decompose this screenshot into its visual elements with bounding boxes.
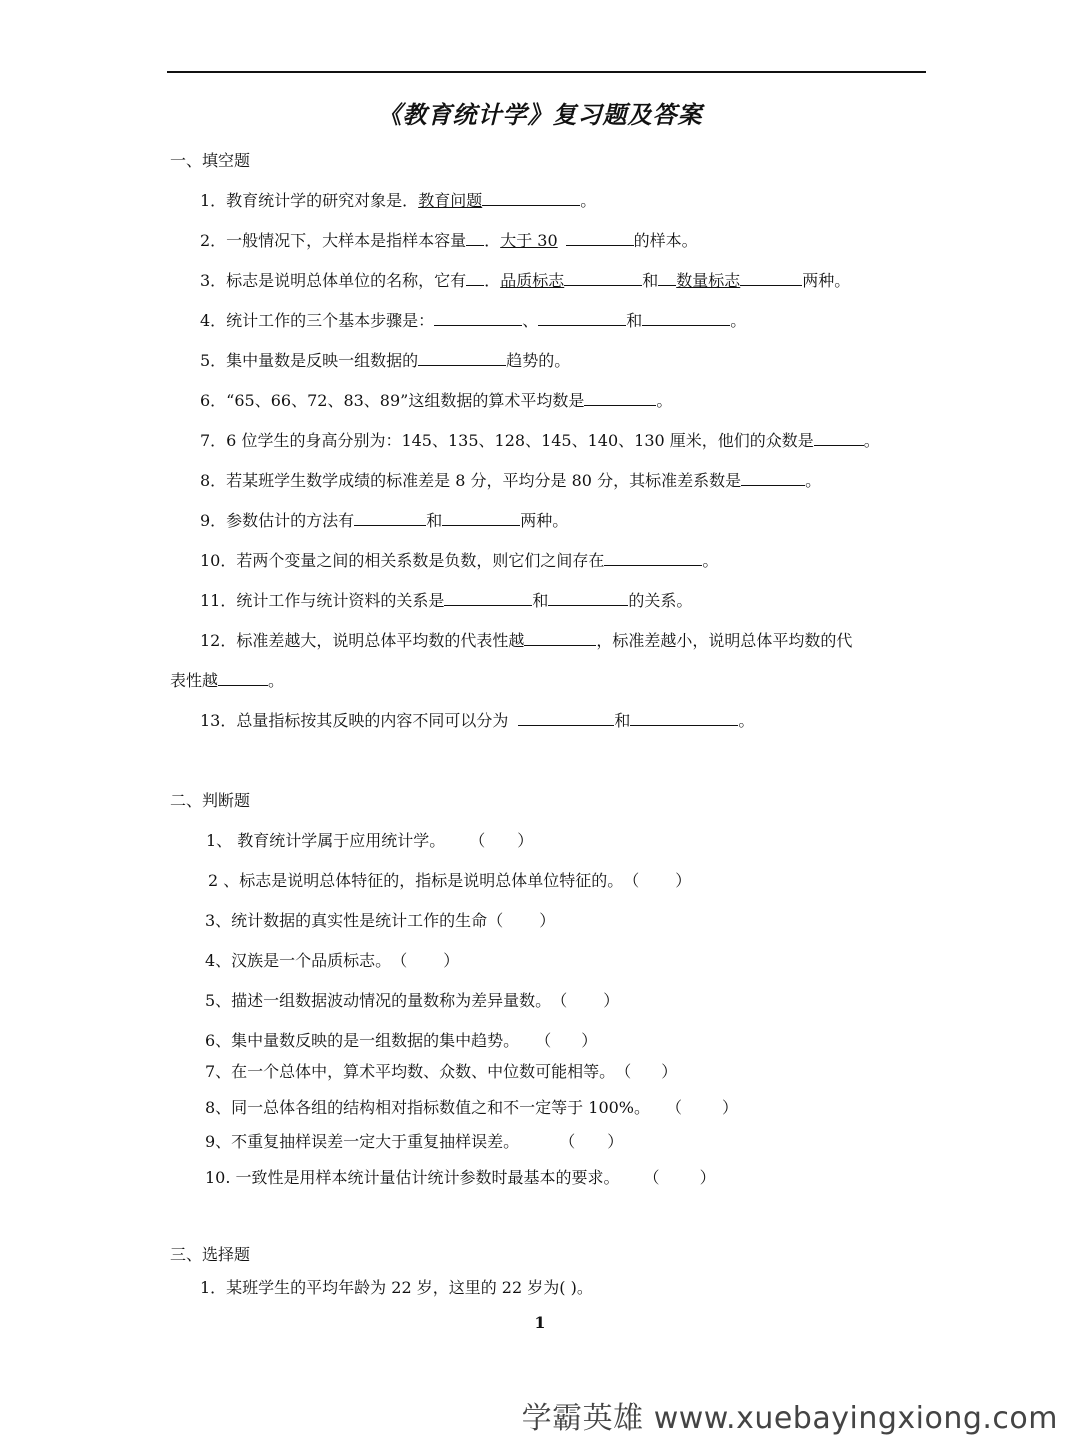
fill-question-13: 13．总量指标按其反映的内容不同可以分为 和 。 bbox=[200, 711, 755, 730]
fill-question-9: 9．参数估计的方法有 和 两种。 bbox=[200, 511, 569, 530]
answer-1: 教育问题 bbox=[418, 191, 483, 210]
fill-question-5: 5．集中量数是反映一组数据的 趋势的。 bbox=[200, 351, 571, 370]
section-heading-fill-blank: 一、填空题 bbox=[170, 151, 251, 170]
choice-question-1: 1．某班学生的平均年龄为 22 岁，这里的 22 岁为( )。 bbox=[200, 1278, 593, 1297]
tf-item: 2 、标志是说明总体特征的，指标是说明总体单位特征的。（ ） bbox=[208, 871, 692, 890]
tf-item: 8、同一总体各组的结构相对指标数值之和不一定等于 100%。 （ ） bbox=[205, 1098, 739, 1117]
section-heading-true-false: 二、判断题 bbox=[170, 791, 251, 810]
watermark: 学霸英雄 www.xuebayingxiong.com bbox=[521, 1401, 1058, 1436]
fill-question-2: 2．一般情况下，大样本是指样本容量 ．大于 30 的样本。 bbox=[200, 231, 698, 250]
fill-question-8: 8．若某班学生数学成绩的标准差是 8 分，平均分是 80 分，其标准差系数是 。 bbox=[200, 471, 822, 490]
fill-question-4: 4．统计工作的三个基本步骤是： 、 和 。 bbox=[200, 311, 747, 330]
fill-question-11: 11．统计工作与统计资料的关系是 和 的关系。 bbox=[200, 591, 693, 610]
answer-2: 大于 30 bbox=[500, 231, 558, 250]
fill-question-12-line2: 表性越 。 bbox=[170, 671, 285, 690]
top-rule bbox=[167, 71, 926, 73]
tf-item: 3、统计数据的真实性是统计工作的生命（ ） bbox=[205, 911, 556, 930]
fill-question-7: 7．6 位学生的身高分别为：145、135、128、145、140、130 厘米，他们的众数是 。 bbox=[200, 431, 880, 450]
tf-item: 5、描述一组数据波动情况的量数称为差异量数。（ ） bbox=[205, 991, 620, 1010]
tf-item: 1、 教育统计学属于应用统计学。 （ ） bbox=[206, 831, 534, 850]
tf-item: 9、不重复抽样误差一定大于重复抽样误差。 （ ） bbox=[205, 1132, 624, 1151]
tf-item: 4、汉族是一个品质标志。（ ） bbox=[205, 951, 460, 970]
fill-question-3: 3．标志是说明总体单位的名称，它有 ．品质标志 和 数量标志 两种。 bbox=[200, 271, 851, 290]
page-number: 1 bbox=[534, 1313, 546, 1332]
fill-question-1: 1．教育统计学的研究对象是．教育问题 。 bbox=[200, 191, 597, 210]
fill-question-10: 10．若两个变量之间的相关系数是负数，则它们之间存在 。 bbox=[200, 551, 719, 570]
tf-item: 6、集中量数反映的是一组数据的集中趋势。 （ ） bbox=[205, 1031, 598, 1050]
fill-question-12: 12．标准差越大，说明总体平均数的代表性越 ，标准差越小，说明总体平均数的代 bbox=[200, 631, 853, 650]
tf-item: 10. 一致性是用样本统计量估计统计参数时最基本的要求。 （ ） bbox=[205, 1168, 716, 1187]
document-title: 《教育统计学》复习题及答案 bbox=[377, 100, 703, 129]
fill-question-6: 6．“65、66、72、83、89”这组数据的算术平均数是 。 bbox=[200, 391, 673, 410]
answer-3b: 数量标志 bbox=[676, 271, 741, 290]
section-heading-multiple-choice: 三、选择题 bbox=[170, 1245, 251, 1264]
tf-item: 7、在一个总体中，算术平均数、众数、中位数可能相等。（ ） bbox=[205, 1062, 678, 1081]
answer-3a: 品质标志 bbox=[500, 271, 565, 290]
